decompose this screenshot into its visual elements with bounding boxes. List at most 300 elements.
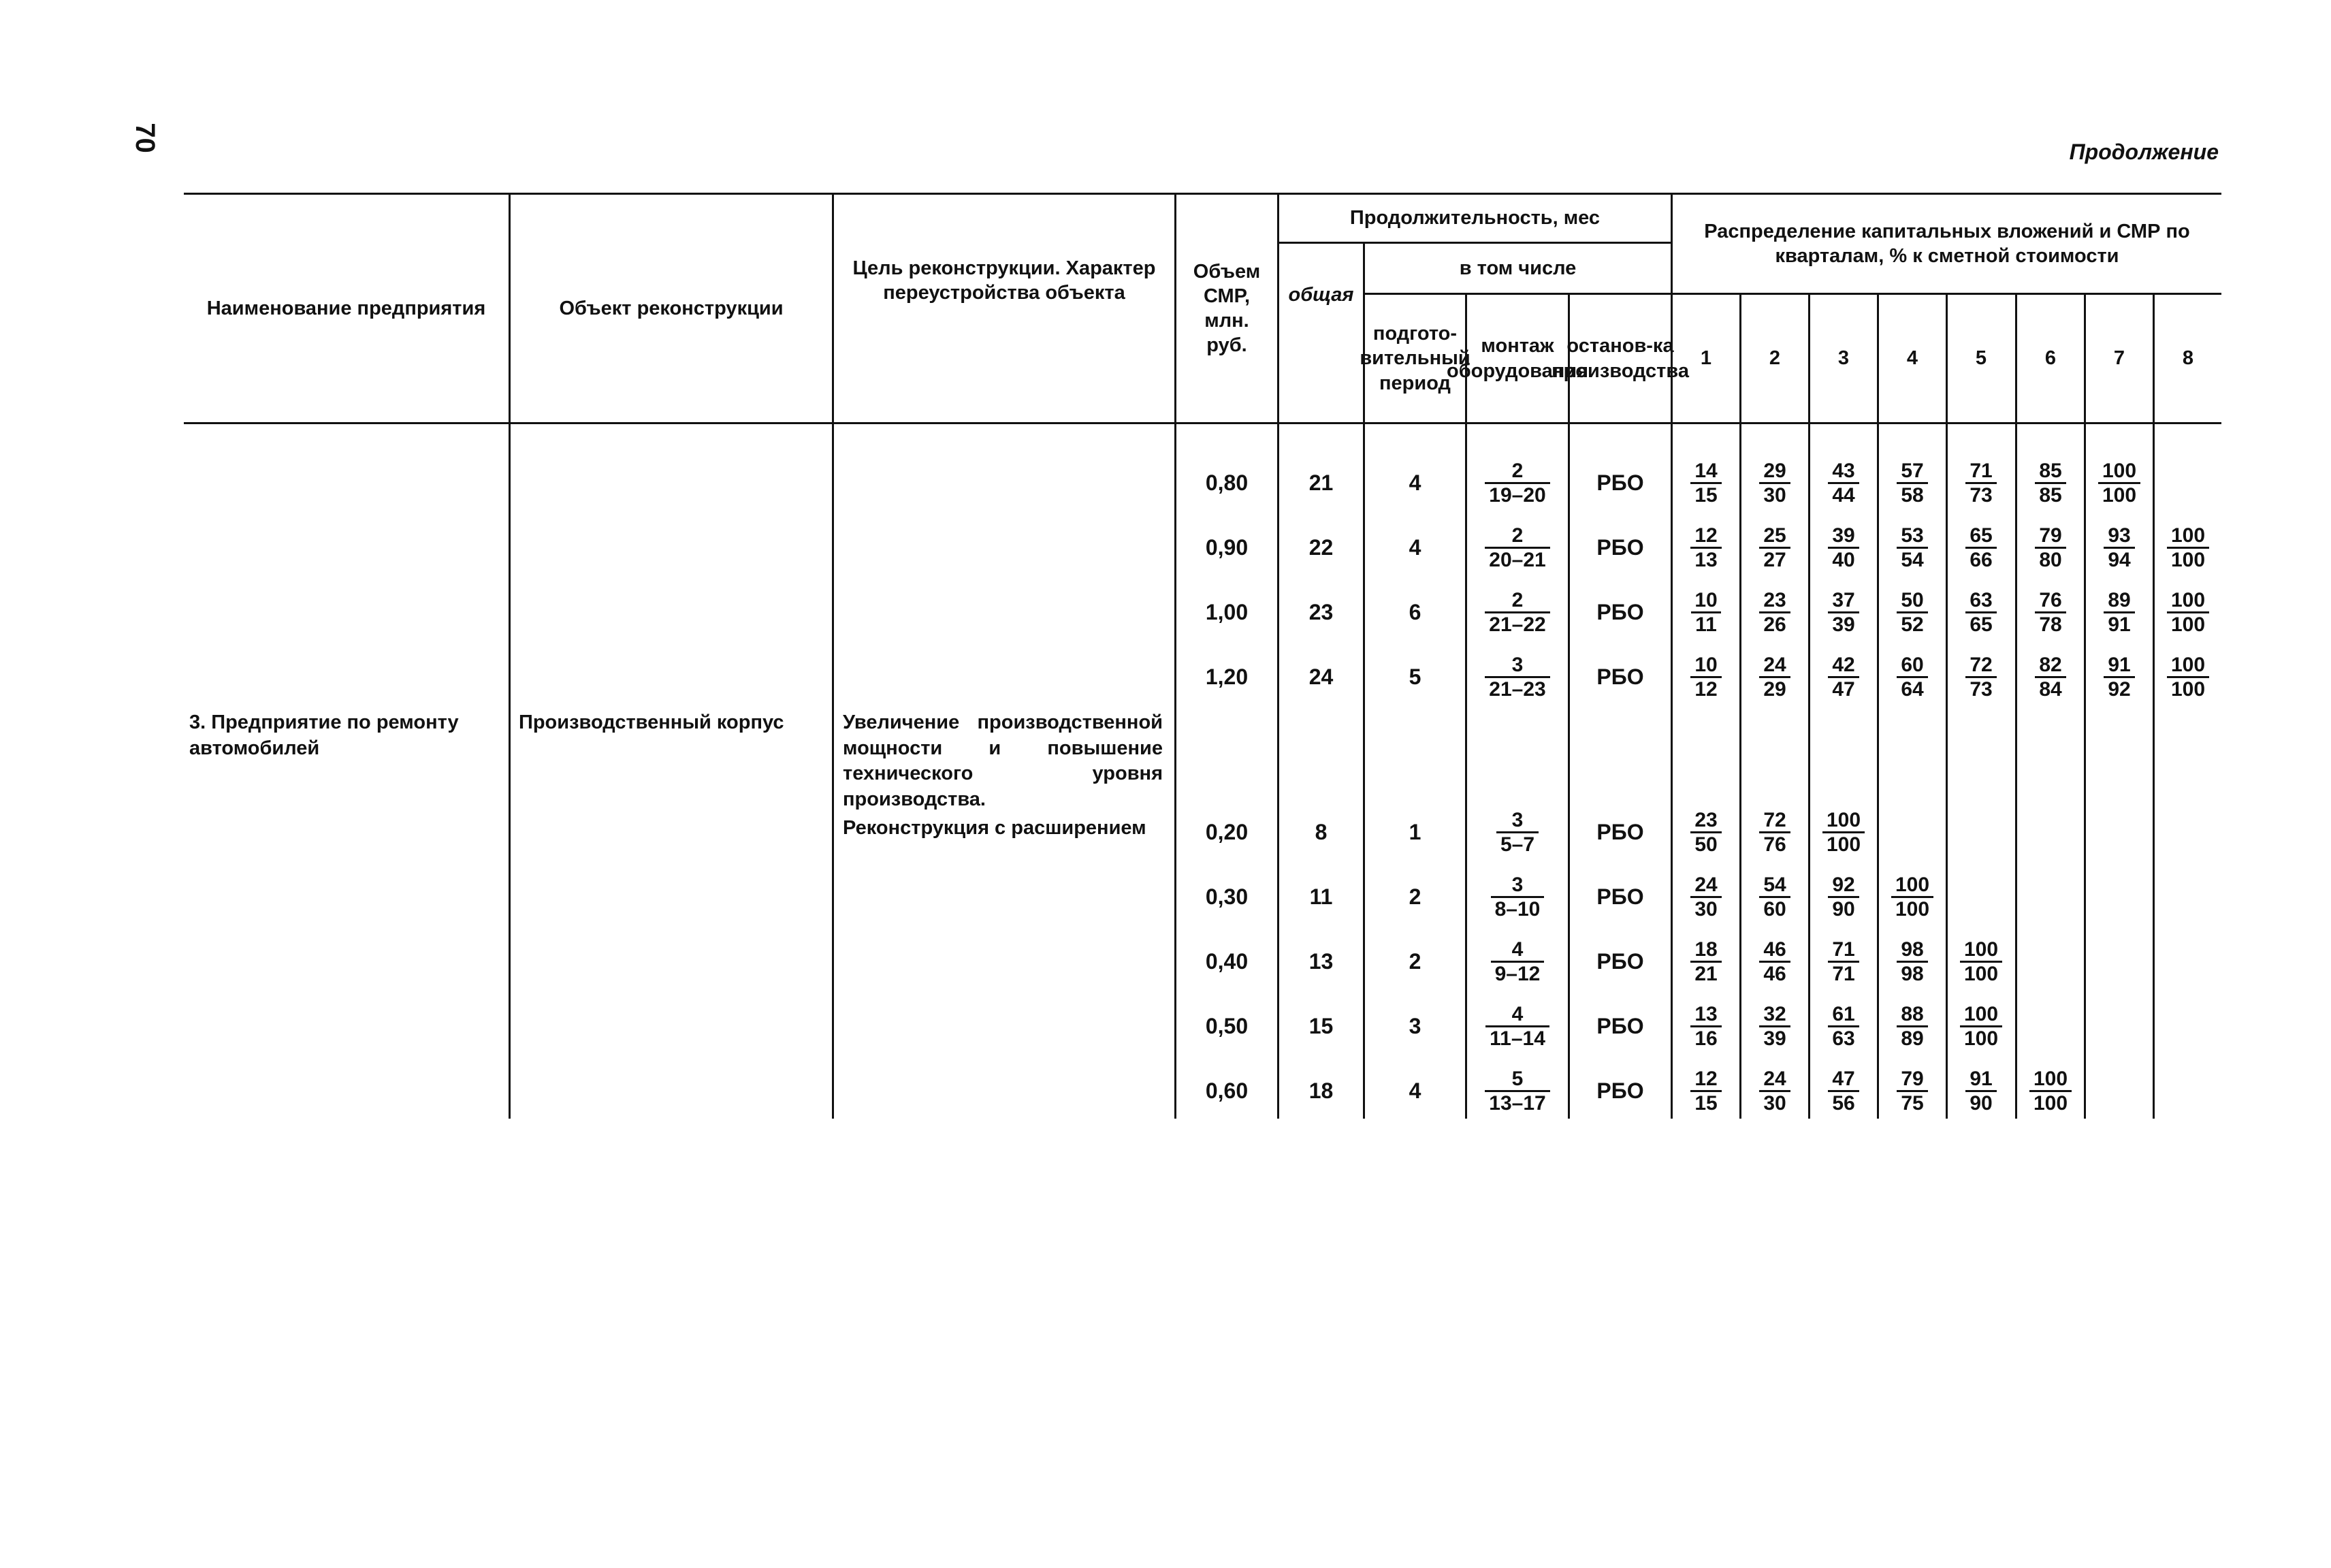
quarter-value	[1948, 453, 2014, 513]
quarter-fraction	[1759, 1003, 1790, 1050]
quarter-fraction-numerator: 29	[1763, 459, 1786, 482]
quarter-fraction-denominator: 73	[1965, 482, 1996, 507]
quarter-value	[1741, 453, 1808, 513]
volume-value: 0,50	[1205, 1014, 1249, 1038]
quarter-fraction-numerator: 10	[1694, 588, 1718, 611]
header-quarter: 2	[1769, 347, 1781, 370]
mount-fraction-denominator: 8–10	[1491, 896, 1545, 921]
quarter-fraction-denominator: 100	[1822, 831, 1865, 856]
quarter-fraction	[1828, 460, 1859, 507]
quarter-fraction-numerator: 23	[1763, 588, 1786, 611]
quarter-fraction-denominator: 100	[2098, 482, 2140, 507]
quarter-fraction-numerator: 89	[2108, 588, 2131, 611]
quarter-value	[1673, 1061, 1739, 1121]
mount-fraction-numerator: 5	[1511, 1067, 1524, 1090]
quarter-fraction	[1690, 654, 1721, 701]
reconstruction-type: Реконструкция с расширением	[843, 817, 1146, 839]
prep-period: 6	[1409, 600, 1421, 624]
quarter-value	[1810, 517, 1877, 577]
total-duration: 15	[1308, 1014, 1334, 1038]
total-duration: 23	[1308, 600, 1334, 624]
quarter-value	[1673, 582, 1739, 642]
quarter-fraction	[1897, 654, 1927, 701]
mount-fraction	[1485, 524, 1549, 571]
header-stop: останов-ка производства	[1552, 335, 1689, 382]
quarter-fraction	[1828, 589, 1859, 636]
quarter-fraction-denominator: 75	[1897, 1090, 1927, 1115]
quarter-fraction-numerator: 14	[1694, 459, 1718, 482]
quarter-fraction	[1897, 938, 1927, 985]
quarter-fraction-numerator: 24	[1763, 1067, 1786, 1090]
quarter-value	[1741, 867, 1808, 927]
quarter-fraction-denominator: 90	[1828, 896, 1859, 921]
quarter-fraction	[1897, 1068, 1927, 1115]
quarter-fraction	[2167, 589, 2209, 636]
quarter-fraction-denominator: 89	[1897, 1025, 1927, 1050]
quarter-fraction-denominator: 12	[1690, 676, 1721, 701]
header-quarter: 3	[1837, 347, 1850, 370]
quarter-fraction-denominator: 15	[1690, 482, 1721, 507]
quarter-fraction	[1965, 589, 1996, 636]
quarter-fraction	[1828, 1003, 1859, 1050]
quarter-value	[1741, 517, 1808, 577]
quarter-fraction-denominator: 30	[1759, 482, 1790, 507]
volume-value: 0,20	[1205, 820, 1249, 844]
mount-fraction	[1485, 654, 1549, 701]
production-stop: РБО	[1596, 820, 1644, 844]
header-quarter: 7	[2113, 347, 2125, 370]
quarter-fraction-numerator: 98	[1901, 938, 1924, 961]
quarter-fraction-denominator: 100	[2167, 676, 2209, 701]
production-stop: РБО	[1596, 1014, 1644, 1038]
quarter-value	[2155, 517, 2221, 577]
quarter-fraction-numerator: 71	[1970, 459, 1993, 482]
production-stop: РБО	[1596, 535, 1644, 560]
quarter-fraction	[1759, 874, 1790, 921]
quarter-value	[1879, 453, 1946, 513]
quarter-fraction-denominator: 30	[1690, 896, 1721, 921]
mount-period	[1467, 931, 1568, 991]
header-goal: Цель реконструкции. Характер переустройства объекта	[852, 257, 1156, 304]
header-object: Объект реконструкции	[559, 297, 784, 319]
quarter-fraction-numerator: 100	[1895, 873, 1930, 896]
header-total: общая	[1288, 283, 1354, 306]
mount-fraction-denominator: 9–12	[1491, 961, 1545, 985]
quarter-fraction-denominator: 73	[1965, 676, 1996, 701]
quarter-fraction	[1897, 524, 1927, 571]
quarter-value	[1810, 931, 1877, 991]
quarter-value	[1948, 996, 2014, 1056]
mount-period	[1467, 802, 1568, 862]
quarter-fraction-denominator: 50	[1690, 831, 1721, 856]
quarter-fraction-numerator: 43	[1832, 459, 1855, 482]
quarter-fraction-denominator: 44	[1828, 482, 1859, 507]
quarter-value	[1948, 582, 2014, 642]
mount-fraction	[1491, 874, 1545, 921]
quarter-fraction	[2035, 460, 2065, 507]
quarter-value	[1879, 867, 1946, 927]
quarter-fraction-numerator: 60	[1901, 653, 1924, 676]
quarter-fraction	[2104, 589, 2134, 636]
quarter-fraction-denominator: 100	[1960, 1025, 2002, 1050]
volume-value: 0,80	[1205, 470, 1249, 495]
quarter-fraction-denominator: 11	[1691, 611, 1721, 636]
header-quarter: 5	[1975, 347, 1987, 370]
header-quarter: 4	[1906, 347, 1918, 370]
total-duration: 21	[1308, 470, 1334, 495]
quarter-fraction-denominator: 66	[1965, 547, 1996, 571]
quarter-fraction	[2098, 460, 2140, 507]
quarter-fraction-numerator: 24	[1694, 873, 1718, 896]
volume-value: 0,40	[1205, 949, 1249, 974]
mount-period	[1467, 647, 1568, 707]
quarter-fraction	[1759, 654, 1790, 701]
quarter-fraction-denominator: 27	[1759, 547, 1790, 571]
mount-fraction	[1485, 1003, 1549, 1050]
quarter-fraction-numerator: 53	[1901, 524, 1924, 547]
quarter-value	[1879, 517, 1946, 577]
quarter-value	[1879, 996, 1946, 1056]
quarter-fraction-denominator: 30	[1759, 1090, 1790, 1115]
quarter-fraction	[1897, 460, 1927, 507]
quarter-value	[1673, 647, 1739, 707]
quarter-fraction-denominator: 13	[1690, 547, 1721, 571]
production-stop: РБО	[1596, 884, 1644, 909]
prep-period: 1	[1409, 820, 1421, 844]
quarter-fraction-numerator: 100	[2170, 653, 2206, 676]
quarter-fraction-denominator: 98	[1897, 961, 1927, 985]
quarter-fraction-numerator: 100	[1963, 1002, 1999, 1025]
quarter-fraction	[1965, 460, 1996, 507]
quarter-fraction-denominator: 76	[1759, 831, 1790, 856]
mount-period	[1467, 867, 1568, 927]
mount-fraction-denominator: 19–20	[1485, 482, 1549, 507]
quarter-fraction-numerator: 72	[1763, 808, 1786, 831]
mount-fraction-numerator: 3	[1511, 808, 1524, 831]
quarter-fraction-denominator: 100	[1960, 961, 2002, 985]
quarter-fraction-numerator: 24	[1763, 653, 1786, 676]
quarter-fraction-numerator: 85	[2039, 459, 2062, 482]
quarter-fraction-numerator: 91	[2108, 653, 2131, 676]
quarter-fraction	[1828, 1068, 1859, 1115]
quarter-value	[1810, 867, 1877, 927]
quarter-value	[2017, 1061, 2084, 1121]
quarter-value	[1810, 453, 1877, 513]
quarter-fraction	[1759, 938, 1790, 985]
page-number: 70	[129, 123, 160, 153]
volume-value: 1,20	[1205, 665, 1249, 689]
header-quarter: 8	[2182, 347, 2194, 370]
quarter-fraction-numerator: 65	[1970, 524, 1993, 547]
quarter-fraction-denominator: 90	[1965, 1090, 1996, 1115]
mount-period	[1467, 996, 1568, 1056]
quarter-fraction	[1759, 809, 1790, 856]
quarter-fraction-numerator: 100	[1963, 938, 1999, 961]
quarter-fraction-numerator: 12	[1694, 1067, 1718, 1090]
prep-period: 4	[1409, 1078, 1421, 1103]
quarter-fraction-numerator: 100	[2170, 524, 2206, 547]
volume-value: 0,60	[1205, 1078, 1249, 1103]
quarter-fraction-denominator: 54	[1897, 547, 1927, 571]
mount-fraction	[1496, 809, 1539, 856]
quarter-value	[1948, 1061, 2014, 1121]
quarter-fraction	[2167, 654, 2209, 701]
quarter-value	[1741, 996, 1808, 1056]
quarter-fraction-denominator: 100	[1891, 896, 1933, 921]
quarter-fraction-numerator: 71	[1832, 938, 1855, 961]
mount-period	[1467, 1061, 1568, 1121]
mount-fraction	[1485, 460, 1549, 507]
header-distribution-group: Распределение капитальных вложений и СМР по кварталам, % к сметной стоимости	[1704, 220, 2190, 267]
quarter-fraction	[2029, 1068, 2072, 1115]
mount-period	[1467, 517, 1568, 577]
quarter-fraction-denominator: 29	[1759, 676, 1790, 701]
quarter-fraction-numerator: 32	[1763, 1002, 1786, 1025]
quarter-fraction	[1897, 589, 1927, 636]
quarter-fraction-denominator: 52	[1897, 611, 1927, 636]
quarter-value	[1741, 647, 1808, 707]
quarter-fraction-numerator: 76	[2039, 588, 2062, 611]
quarter-fraction	[1828, 874, 1859, 921]
volume-value: 0,90	[1205, 535, 1249, 560]
quarter-value	[2017, 647, 2084, 707]
mount-fraction-numerator: 4	[1511, 1002, 1524, 1025]
quarter-fraction-numerator: 18	[1694, 938, 1718, 961]
quarter-fraction-numerator: 57	[1901, 459, 1924, 482]
quarter-value	[2155, 647, 2221, 707]
quarter-fraction-numerator: 93	[2108, 524, 2131, 547]
quarter-fraction-denominator: 64	[1897, 676, 1927, 701]
production-stop: РБО	[1596, 1078, 1644, 1103]
quarter-fraction	[1960, 1003, 2002, 1050]
quarter-fraction-numerator: 82	[2039, 653, 2062, 676]
mount-fraction-numerator: 2	[1511, 588, 1524, 611]
quarter-fraction	[1690, 938, 1721, 985]
quarter-fraction-numerator: 46	[1763, 938, 1786, 961]
quarter-value	[1673, 802, 1739, 862]
header-quarter: 1	[1700, 347, 1712, 370]
quarter-fraction-denominator: 100	[2029, 1090, 2072, 1115]
quarter-fraction-denominator: 78	[2035, 611, 2065, 636]
quarter-value	[2155, 582, 2221, 642]
quarter-fraction-denominator: 80	[2035, 547, 2065, 571]
quarter-value	[1673, 517, 1739, 577]
quarter-fraction	[1822, 809, 1865, 856]
volume-value: 1,00	[1205, 600, 1249, 624]
quarter-fraction	[1759, 1068, 1790, 1115]
quarter-value	[1810, 802, 1877, 862]
quarter-value	[2017, 517, 2084, 577]
quarter-value	[1673, 453, 1739, 513]
quarter-fraction-numerator: 12	[1694, 524, 1718, 547]
mount-fraction-numerator: 4	[1511, 938, 1524, 961]
quarter-fraction-denominator: 15	[1690, 1090, 1721, 1115]
quarter-value	[1741, 582, 1808, 642]
header-duration-group: Продолжительность, мес	[1349, 207, 1601, 229]
mount-period	[1467, 453, 1568, 513]
quarter-value	[1879, 582, 1946, 642]
quarter-fraction-numerator: 47	[1832, 1067, 1855, 1090]
quarter-fraction-numerator: 50	[1901, 588, 1924, 611]
header-volume: Объем СМР, млн. руб.	[1193, 260, 1261, 357]
header-enterprise-name: Наименование предприятия	[206, 297, 486, 319]
quarter-fraction	[1965, 524, 1996, 571]
quarter-fraction	[1828, 654, 1859, 701]
prep-period: 4	[1409, 535, 1421, 560]
quarter-value	[2017, 453, 2084, 513]
quarter-fraction	[2035, 589, 2065, 636]
quarter-fraction	[2035, 654, 2065, 701]
mount-fraction-denominator: 20–21	[1485, 547, 1549, 571]
quarter-fraction	[1965, 1068, 1996, 1115]
mount-fraction-denominator: 5–7	[1496, 831, 1539, 856]
quarter-fraction	[1690, 809, 1721, 856]
quarter-fraction-numerator: 61	[1832, 1002, 1855, 1025]
quarter-value	[2086, 647, 2153, 707]
quarter-fraction-denominator: 91	[2104, 611, 2134, 636]
quarter-fraction	[1828, 938, 1859, 985]
continuation-label: Продолжение	[2069, 140, 2219, 164]
mount-fraction-denominator: 21–22	[1485, 611, 1549, 636]
quarter-value	[1810, 582, 1877, 642]
quarter-value	[1879, 647, 1946, 707]
volume-value: 0,30	[1205, 884, 1249, 909]
quarter-fraction-numerator: 100	[2102, 459, 2137, 482]
quarter-fraction-denominator: 58	[1897, 482, 1927, 507]
quarter-value	[1810, 1061, 1877, 1121]
quarter-fraction-denominator: 100	[2167, 547, 2209, 571]
quarter-fraction-denominator: 84	[2035, 676, 2065, 701]
header-mount: монтаж оборудования	[1446, 335, 1589, 382]
quarter-fraction-denominator: 16	[1690, 1025, 1721, 1050]
quarter-fraction-denominator: 94	[2104, 547, 2134, 571]
quarter-fraction-numerator: 25	[1763, 524, 1786, 547]
quarter-value	[1879, 931, 1946, 991]
quarter-fraction-denominator: 39	[1759, 1025, 1790, 1050]
quarter-fraction	[1965, 654, 1996, 701]
quarter-value	[1810, 996, 1877, 1056]
enterprise-name: 3. Предприятие по ремонту автомобилей	[189, 711, 459, 759]
quarter-value	[1948, 517, 2014, 577]
quarter-fraction-numerator: 10	[1694, 653, 1718, 676]
quarter-fraction-numerator: 79	[1901, 1067, 1924, 1090]
production-stop: РБО	[1596, 949, 1644, 974]
production-stop: РБО	[1596, 665, 1644, 689]
quarter-fraction	[1828, 524, 1859, 571]
total-duration: 8	[1315, 820, 1328, 844]
prep-period: 2	[1409, 949, 1421, 974]
quarter-value	[1741, 1061, 1808, 1121]
quarter-fraction-numerator: 13	[1694, 1002, 1718, 1025]
quarter-fraction	[1897, 1003, 1927, 1050]
header-bottom-rule	[184, 422, 2221, 424]
quarter-value	[1948, 931, 2014, 991]
total-duration: 18	[1308, 1078, 1334, 1103]
quarter-fraction-denominator: 40	[1828, 547, 1859, 571]
mount-fraction-numerator: 3	[1511, 873, 1524, 896]
quarter-fraction-numerator: 37	[1832, 588, 1855, 611]
quarter-fraction-denominator: 39	[1828, 611, 1859, 636]
quarter-value	[1879, 1061, 1946, 1121]
header-including: в том числе	[1459, 257, 1577, 279]
quarter-fraction	[1960, 938, 2002, 985]
quarter-fraction-numerator: 91	[1970, 1067, 1993, 1090]
quarter-fraction-numerator: 92	[1832, 873, 1855, 896]
quarter-fraction-denominator: 21	[1690, 961, 1721, 985]
reconstruction-goal: Увеличение производственной мощности и повышение технического уровня производства.	[843, 711, 1163, 811]
quarter-fraction-numerator: 42	[1832, 653, 1855, 676]
quarter-fraction	[1759, 460, 1790, 507]
quarter-fraction-denominator: 26	[1759, 611, 1790, 636]
quarter-value	[2086, 517, 2153, 577]
quarter-value	[1673, 867, 1739, 927]
quarter-fraction-numerator: 54	[1763, 873, 1786, 896]
quarter-fraction-denominator: 85	[2035, 482, 2065, 507]
quarter-value	[1948, 647, 2014, 707]
quarter-fraction	[1759, 589, 1790, 636]
quarter-fraction	[1690, 589, 1721, 636]
quarter-value	[1741, 931, 1808, 991]
quarter-fraction-denominator: 60	[1759, 896, 1790, 921]
quarter-fraction-denominator: 47	[1828, 676, 1859, 701]
quarter-fraction-denominator: 92	[2104, 676, 2134, 701]
quarter-fraction-numerator: 63	[1970, 588, 1993, 611]
quarter-fraction	[2035, 524, 2065, 571]
prep-period: 2	[1409, 884, 1421, 909]
quarter-value	[2086, 582, 2153, 642]
quarter-fraction-numerator: 23	[1694, 808, 1718, 831]
quarter-fraction	[1690, 1068, 1721, 1115]
quarter-fraction-numerator: 72	[1970, 653, 1993, 676]
quarter-value	[1741, 802, 1808, 862]
quarter-value	[1673, 996, 1739, 1056]
quarter-value	[2017, 582, 2084, 642]
quarter-fraction-denominator: 46	[1759, 961, 1790, 985]
total-duration: 24	[1308, 665, 1334, 689]
total-duration: 22	[1308, 535, 1334, 560]
mount-period	[1467, 582, 1568, 642]
reconstruction-object: Производственный корпус	[519, 711, 784, 733]
mount-fraction	[1485, 1068, 1549, 1115]
production-stop: РБО	[1596, 470, 1644, 495]
mount-fraction-denominator: 11–14	[1485, 1025, 1549, 1050]
quarter-value	[2086, 453, 2153, 513]
quarter-value	[1810, 647, 1877, 707]
quarter-fraction-numerator: 79	[2039, 524, 2062, 547]
production-stop: РБО	[1596, 600, 1644, 624]
mount-fraction-numerator: 3	[1511, 653, 1524, 676]
mount-fraction-numerator: 2	[1511, 524, 1524, 547]
quarter-fraction	[2104, 524, 2134, 571]
quarter-fraction-denominator: 63	[1828, 1025, 1859, 1050]
prep-period: 3	[1409, 1014, 1421, 1038]
quarter-fraction	[2104, 654, 2134, 701]
header-prep: подгото-вительный период	[1360, 323, 1470, 394]
quarter-fraction	[1690, 874, 1721, 921]
quarter-fraction-denominator: 100	[2167, 611, 2209, 636]
quarter-fraction	[1690, 460, 1721, 507]
mount-fraction	[1485, 589, 1549, 636]
quarter-fraction-numerator: 100	[1826, 808, 1861, 831]
quarter-fraction-numerator: 39	[1832, 524, 1855, 547]
prep-period: 5	[1409, 665, 1421, 689]
quarter-fraction	[1891, 874, 1933, 921]
quarter-fraction	[1690, 1003, 1721, 1050]
total-duration: 13	[1308, 949, 1334, 974]
quarter-value	[1673, 931, 1739, 991]
prep-period: 4	[1409, 470, 1421, 495]
quarter-fraction-denominator: 56	[1828, 1090, 1859, 1115]
